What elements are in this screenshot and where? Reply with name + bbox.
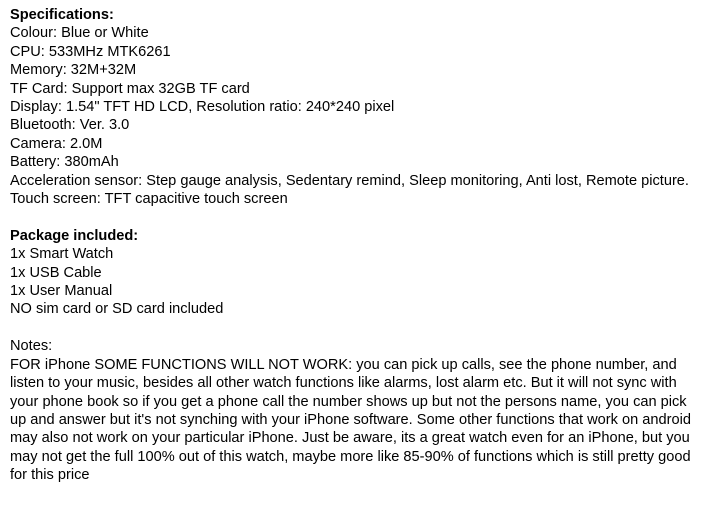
- spec-touch-screen: Touch screen: TFT capacitive touch screen: [10, 191, 288, 208]
- package-note-no-sim: NO sim card or SD card included: [10, 301, 224, 318]
- notes-body: FOR iPhone SOME FUNCTIONS WILL NOT WORK: you can pick up calls, see the phone number, and listen to your music, besides all other watch functions like alarms, lost alarm etc. But it will not sync with your phone book so if you get a phone call the number shows up but not the persons name, you can pick up and answer but it's not synching with your iPhone software. Some other functions that work on android may also not work on your particular iPhone. Just be aware, its a great watch even for an iPhone, but you may not get the full 100% out of this watch, maybe more like 85-90% of functions which is still pretty good for this price: [10, 356, 691, 484]
- spec-acceleration-sensor: Acceleration sensor: Step gauge analysis, Sedentary remind, Sleep monitoring, Anti lost, Remote picture.: [10, 172, 689, 189]
- section-divider: [10, 208, 705, 226]
- package-item-usb-cable: 1x USB Cable: [10, 264, 102, 281]
- spec-bluetooth: Bluetooth: Ver. 3.0: [10, 117, 130, 134]
- spec-display: Display: 1.54" TFT HD LCD, Resolution ratio: 240*240 pixel: [10, 99, 395, 116]
- spec-memory: Memory: 32M+32M: [10, 62, 137, 79]
- package-item-watch: 1x Smart Watch: [10, 246, 114, 263]
- spec-tf-card: TF Card: Support max 32GB TF card: [10, 80, 250, 97]
- package-item-user-manual: 1x User Manual: [10, 283, 113, 300]
- section-divider: [10, 319, 705, 337]
- package-heading: Package included:: [10, 227, 139, 244]
- product-description: [10, 6, 705, 485]
- spec-battery: Battery: 380mAh: [10, 154, 119, 171]
- specifications-heading: Specifications:: [10, 7, 114, 23]
- spec-colour: Colour: Blue or White: [10, 25, 149, 42]
- spec-camera: Camera: 2.0M: [10, 135, 103, 152]
- spec-cpu: CPU: 533MHz MTK6261: [10, 43, 171, 60]
- notes-heading: Notes:: [10, 338, 53, 355]
